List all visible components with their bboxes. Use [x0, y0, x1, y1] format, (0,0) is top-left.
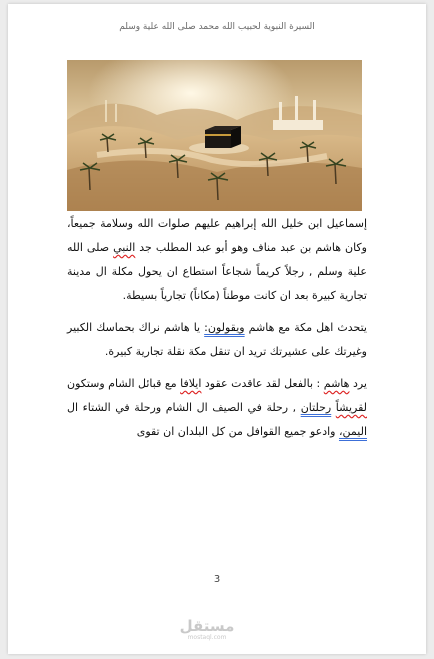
page-number: 3 — [213, 574, 221, 585]
text-run: إسماعيل ابن خليل الله إبراهيم عليهم صلوات الله وسلامة جميعاً، وكان هاشم بن عبد مناف وهو أبو عبد المطلب جد — [67, 217, 367, 254]
spellcheck-flagged-word: لقريشاً — [335, 401, 367, 414]
text-run: وادعو جميع القوافل من كل البلدان ان تقوى — [136, 425, 339, 438]
text-run: يرد — [349, 377, 367, 390]
text-run: صلى الله علية وسلم , رجلاً كريماً شجاعاً استطاع ان يحول مكلة ال مدينة تجارية كبيرة بعد ان كانت موطناً (مكاناً) تجارياً بسيطة. — [67, 241, 367, 302]
paragraph — [67, 372, 367, 444]
text-run: مع قبائل الشام وستكون — [66, 377, 181, 390]
spellcheck-flagged-word: ايلافا — [180, 377, 202, 390]
watermark-logo-text: مستقل — [179, 617, 235, 635]
paragraph — [67, 316, 367, 364]
watermark-domain: mostaql.com — [187, 634, 227, 641]
spellcheck-flagged-word: اليمن، — [338, 425, 367, 438]
text-run: يتحدث اهل مكة مع هاشم — [244, 321, 367, 334]
mostaql-watermark — [172, 618, 242, 642]
text-run: , رحلة في الصيف ال الشام ورحلة في الشتاء ال — [67, 401, 301, 414]
text-run: يا هاشم نراك بحماسك الكبير وغيرتك على عشيرتك تريد ان تنقل مكة نقلة تجارية كبيرة. — [67, 321, 367, 358]
text-run: : بالفعل لقد عاقدت عقود — [201, 377, 324, 390]
spellcheck-flagged-word: هاشم — [323, 377, 350, 390]
document-page — [8, 4, 426, 654]
body-text — [67, 212, 367, 452]
spellcheck-flagged-word: ويقولون: — [204, 321, 245, 334]
spellcheck-flagged-word: رحلتان — [300, 401, 332, 414]
spellcheck-flagged-word: النبي — [113, 241, 136, 254]
kaaba-desert-illustration — [67, 60, 362, 211]
page-header: السيرة النبوية لحبيب الله محمد صلى الله علية وسلم — [119, 22, 315, 32]
paragraph — [67, 212, 367, 308]
